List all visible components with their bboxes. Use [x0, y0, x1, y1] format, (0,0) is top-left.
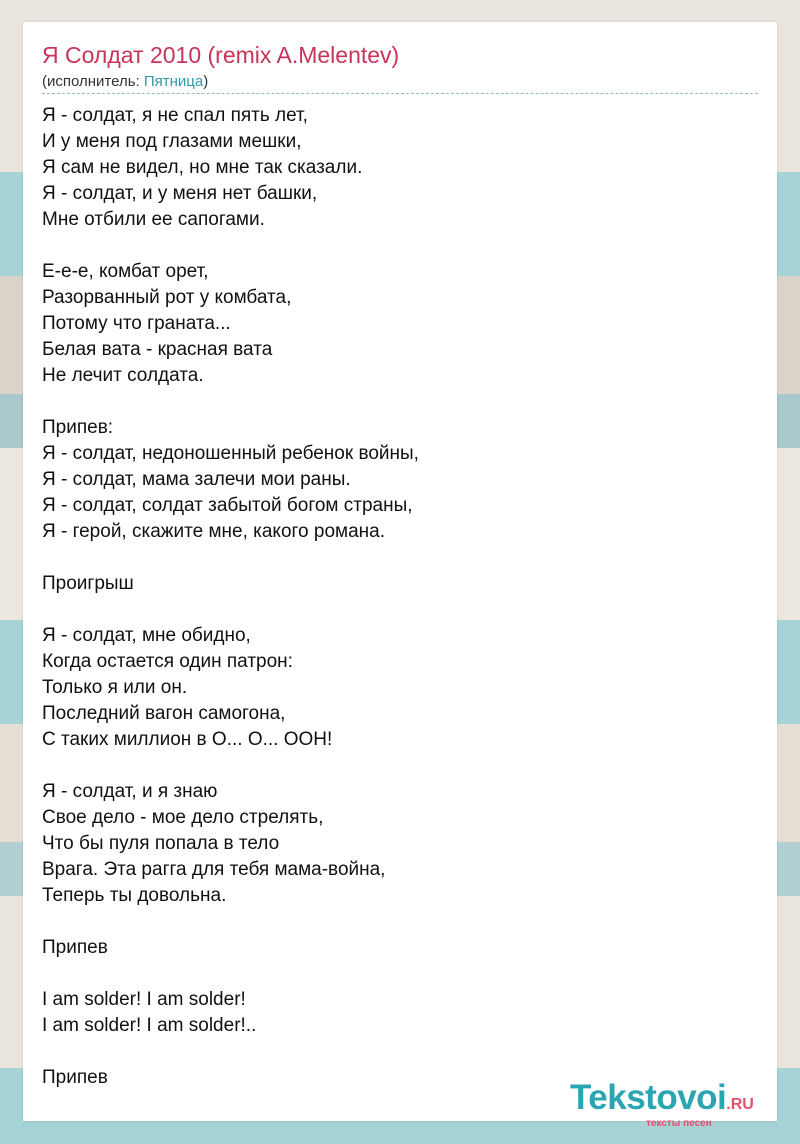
lyric-line: Я - солдат, я не спал пять лет,	[42, 105, 308, 126]
lyric-line: С таких миллион в О... О... ООН!	[42, 729, 333, 750]
lyric-line: Не лечит солдата.	[42, 365, 204, 386]
lyric-line: Я - герой, скажите мне, какого романа.	[42, 521, 385, 542]
title-divider	[42, 93, 758, 94]
lyric-line: I am solder! I am solder!	[42, 989, 246, 1010]
blank-line	[42, 753, 419, 779]
artist-link[interactable]: Пятница	[143, 73, 204, 90]
artist-prefix: (исполнитель:	[42, 73, 144, 90]
logo-brand: Tekstovoi	[570, 1078, 727, 1117]
lyric-line: Когда остается один патрон:	[42, 651, 293, 672]
lyric-line: Припев	[42, 1067, 108, 1088]
blank-line	[42, 597, 419, 623]
lyric-line: Е-е-е, комбат орет,	[42, 261, 209, 282]
lyric-line: I am solder! I am solder!..	[42, 1015, 257, 1036]
lyric-line: Потому что граната...	[42, 313, 231, 334]
logo-tagline: тексты песен	[646, 1118, 712, 1129]
lyric-line: И у меня под глазами мешки,	[42, 131, 302, 152]
song-title: Я Солдат 2010 (remix A.Melentev)	[42, 42, 400, 68]
lyric-line: Я - солдат, и у меня нет башки,	[42, 183, 318, 204]
lyric-line: Проигрыш	[42, 573, 134, 594]
lyric-line: Последний вагон самогона,	[42, 703, 286, 724]
lyric-line: Я - солдат, недоношенный ребенок войны,	[42, 443, 419, 464]
site-logo[interactable]	[570, 1078, 754, 1129]
blank-line	[42, 961, 419, 987]
lyric-line: Мне отбили ее сапогами.	[42, 209, 265, 230]
lyric-line: Припев:	[42, 417, 114, 438]
lyric-line: Свое дело - мое дело стрелять,	[42, 807, 324, 828]
lyric-line: Я - солдат, мне обидно,	[42, 625, 251, 646]
lyric-line: Теперь ты довольна.	[42, 885, 227, 906]
lyric-line: Я сам не видел, но мне так сказали.	[42, 157, 363, 178]
logo-tld: .RU	[726, 1096, 754, 1113]
artist-line	[42, 73, 208, 90]
blank-line	[42, 233, 419, 259]
blank-line	[42, 389, 419, 415]
blank-line	[42, 909, 419, 935]
lyric-line: Что бы пуля попала в тело	[42, 833, 280, 854]
lyrics-text	[42, 103, 419, 1091]
blank-line	[42, 545, 419, 571]
artist-suffix: )	[203, 73, 209, 90]
lyrics-sheet	[23, 22, 777, 1121]
lyric-line: Припев	[42, 937, 108, 958]
lyric-line: Белая вата - красная вата	[42, 339, 273, 360]
lyric-line: Разорванный рот у комбата,	[42, 287, 292, 308]
lyric-line: Врага. Эта рагга для тебя мама-война,	[42, 859, 386, 880]
lyric-line: Я - солдат, солдат забытой богом страны,	[42, 495, 413, 516]
lyric-line: Я - солдат, и я знаю	[42, 781, 218, 802]
lyric-line: Только я или он.	[42, 677, 188, 698]
lyric-line: Я - солдат, мама залечи мои раны.	[42, 469, 351, 490]
blank-line	[42, 1039, 419, 1065]
